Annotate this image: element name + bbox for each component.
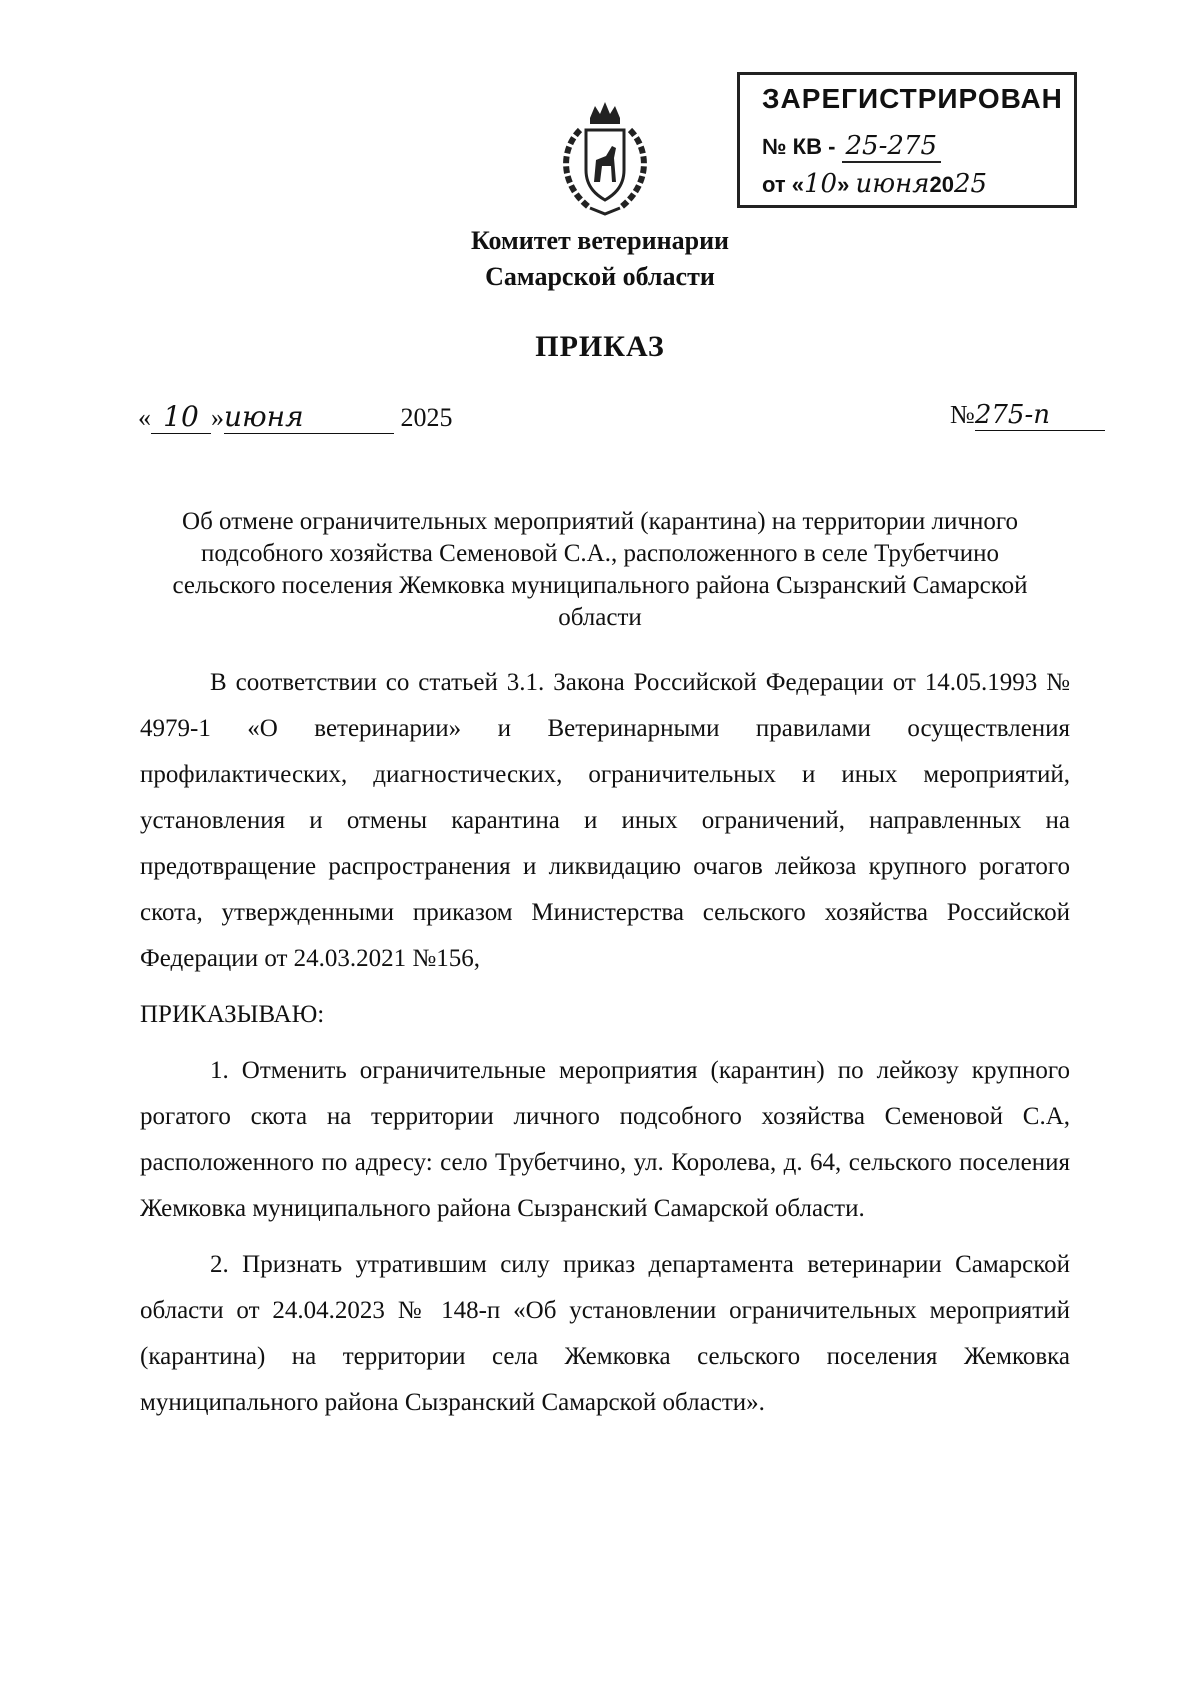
stamp-date-mid: »: [837, 172, 850, 197]
stamp-date-year-prefix: 20: [929, 172, 954, 197]
order-item-2: 2. Признать утратившим силу приказ департамента ветеринарии Самарской области от 24.04.2023 № 148-п «Об установлении ограничительных мероприятий (карантина) на территории села Жемковка сельского поселения Жемковка муниципального района Сызранский Самарской области».: [140, 1251, 1070, 1416]
date-open-quote: «: [138, 403, 151, 432]
order-word: ПРИКАЗЫВАЮ:: [140, 1001, 325, 1028]
stamp-date-day: 10: [804, 169, 838, 199]
stamp-date-year: 25: [953, 169, 988, 199]
registration-stamp: [737, 72, 1077, 208]
stamp-date-month: июня: [855, 169, 930, 199]
date-day: 10: [151, 400, 211, 434]
organization-name-line2: Самарской области: [485, 262, 715, 291]
document-body: [140, 660, 1070, 1436]
order-number-label: №: [950, 400, 975, 429]
stamp-date-prefix: от «: [762, 172, 805, 197]
document-type-title: ПРИКАЗ: [535, 330, 665, 363]
stamp-title: ЗАРЕГИСТРИРОВАН: [762, 83, 1063, 114]
organization-name-line1: Комитет ветеринарии: [470, 226, 730, 255]
stamp-number-line: [762, 131, 941, 161]
date-month: июня: [224, 400, 394, 434]
stamp-number-handwritten: 25-275: [842, 131, 942, 163]
date-close-quote: »: [211, 403, 224, 432]
coat-of-arms-icon: [550, 100, 660, 220]
date-year: 2025: [400, 403, 453, 432]
stamp-date-line: [762, 169, 987, 199]
stamp-number-prefix: № КВ -: [762, 134, 836, 159]
order-item-1: 1. Отменить ограничительные мероприятия (карантин) по лейкозу крупного рогатого скота на территории личного подсобного хозяйства Семеновой С.А, расположенного по адресу: село Трубетчино, ул. Королева, д. 64, сельского поселения Жемковка муниципального района Сызранский Самарской области.: [140, 1057, 1070, 1222]
document-subject: Об отмене ограничительных мероприятий (карантина) на территории личного подсобного хозяйства Семеновой С.А., расположенного в селе Трубетчино сельского поселения Жемковка муниципального района Сызранский Самарской области: [172, 508, 1028, 631]
order-number-value: 275-п: [975, 400, 1105, 431]
preamble-paragraph: В соответствии со статьей 3.1. Закона Российской Федерации от 14.05.1993 № 4979-1 «О ветеринарии» и Ветеринарными правилами осуществления профилактических, диагностических, ограничительных и иных мероприятий, установления и отмены карантина и иных ограничений, направленных на предотвращение распространения и ликвидацию очагов лейкоза крупного рогатого скота, утвержденными приказом Министерства сельского хозяйства Российской Федерации от 24.03.2021 №156,: [140, 669, 1070, 972]
order-date: [138, 400, 453, 434]
order-number: [950, 400, 1105, 431]
